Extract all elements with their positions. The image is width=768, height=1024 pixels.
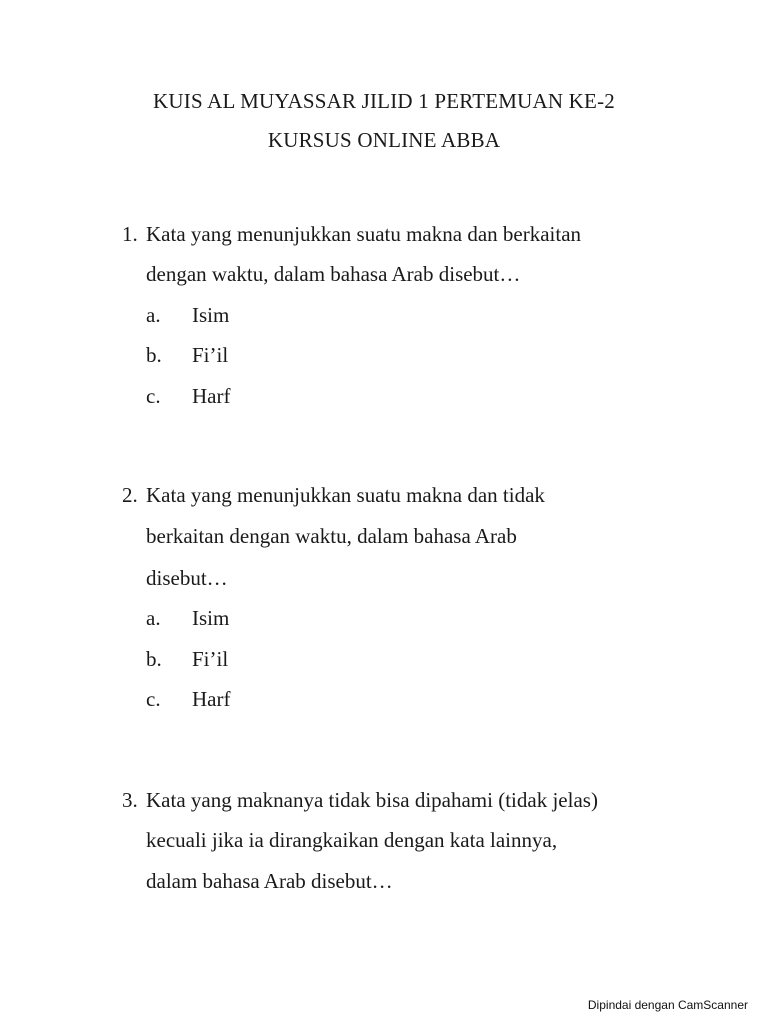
option-text: Harf bbox=[192, 384, 231, 408]
question-text-line: Kata yang menunjukkan suatu makna dan berkaitan bbox=[146, 222, 582, 246]
option-letter: a. bbox=[146, 606, 161, 630]
question-text-line: Kata yang maknanya tidak bisa dipahami (tidak jelas) bbox=[146, 788, 598, 812]
question-text-line: berkaitan dengan waktu, dalam bahasa Arab bbox=[146, 524, 517, 548]
question-text-line: dengan waktu, dalam bahasa Arab disebut… bbox=[146, 262, 521, 286]
question-text-line: kecuali jika ia dirangkaikan dengan kata lainnya, bbox=[146, 828, 558, 852]
option-text: Fi’il bbox=[192, 343, 229, 367]
question-number: 1. bbox=[122, 222, 138, 246]
question-number: 3. bbox=[122, 788, 138, 812]
question-number: 2. bbox=[122, 483, 138, 507]
option-letter: b. bbox=[146, 647, 162, 671]
option-text: Fi’il bbox=[192, 647, 229, 671]
question-text-line: disebut… bbox=[146, 566, 228, 590]
quiz-title-line-2: KURSUS ONLINE ABBA bbox=[267, 128, 501, 152]
camscanner-watermark: Dipindai dengan CamScanner bbox=[587, 998, 748, 1012]
quiz-title-line-1: KUIS AL MUYASSAR JILID 1 PERTEMUAN KE-2 bbox=[153, 89, 615, 113]
option-letter: b. bbox=[146, 343, 162, 367]
option-text: Isim bbox=[192, 303, 230, 327]
question-text-line: dalam bahasa Arab disebut… bbox=[146, 869, 393, 893]
option-text: Harf bbox=[192, 687, 231, 711]
option-letter: c. bbox=[146, 687, 161, 711]
option-letter: a. bbox=[146, 303, 161, 327]
question-text-line: Kata yang menunjukkan suatu makna dan tidak bbox=[146, 483, 545, 507]
option-letter: c. bbox=[146, 384, 161, 408]
option-text: Isim bbox=[192, 606, 230, 630]
